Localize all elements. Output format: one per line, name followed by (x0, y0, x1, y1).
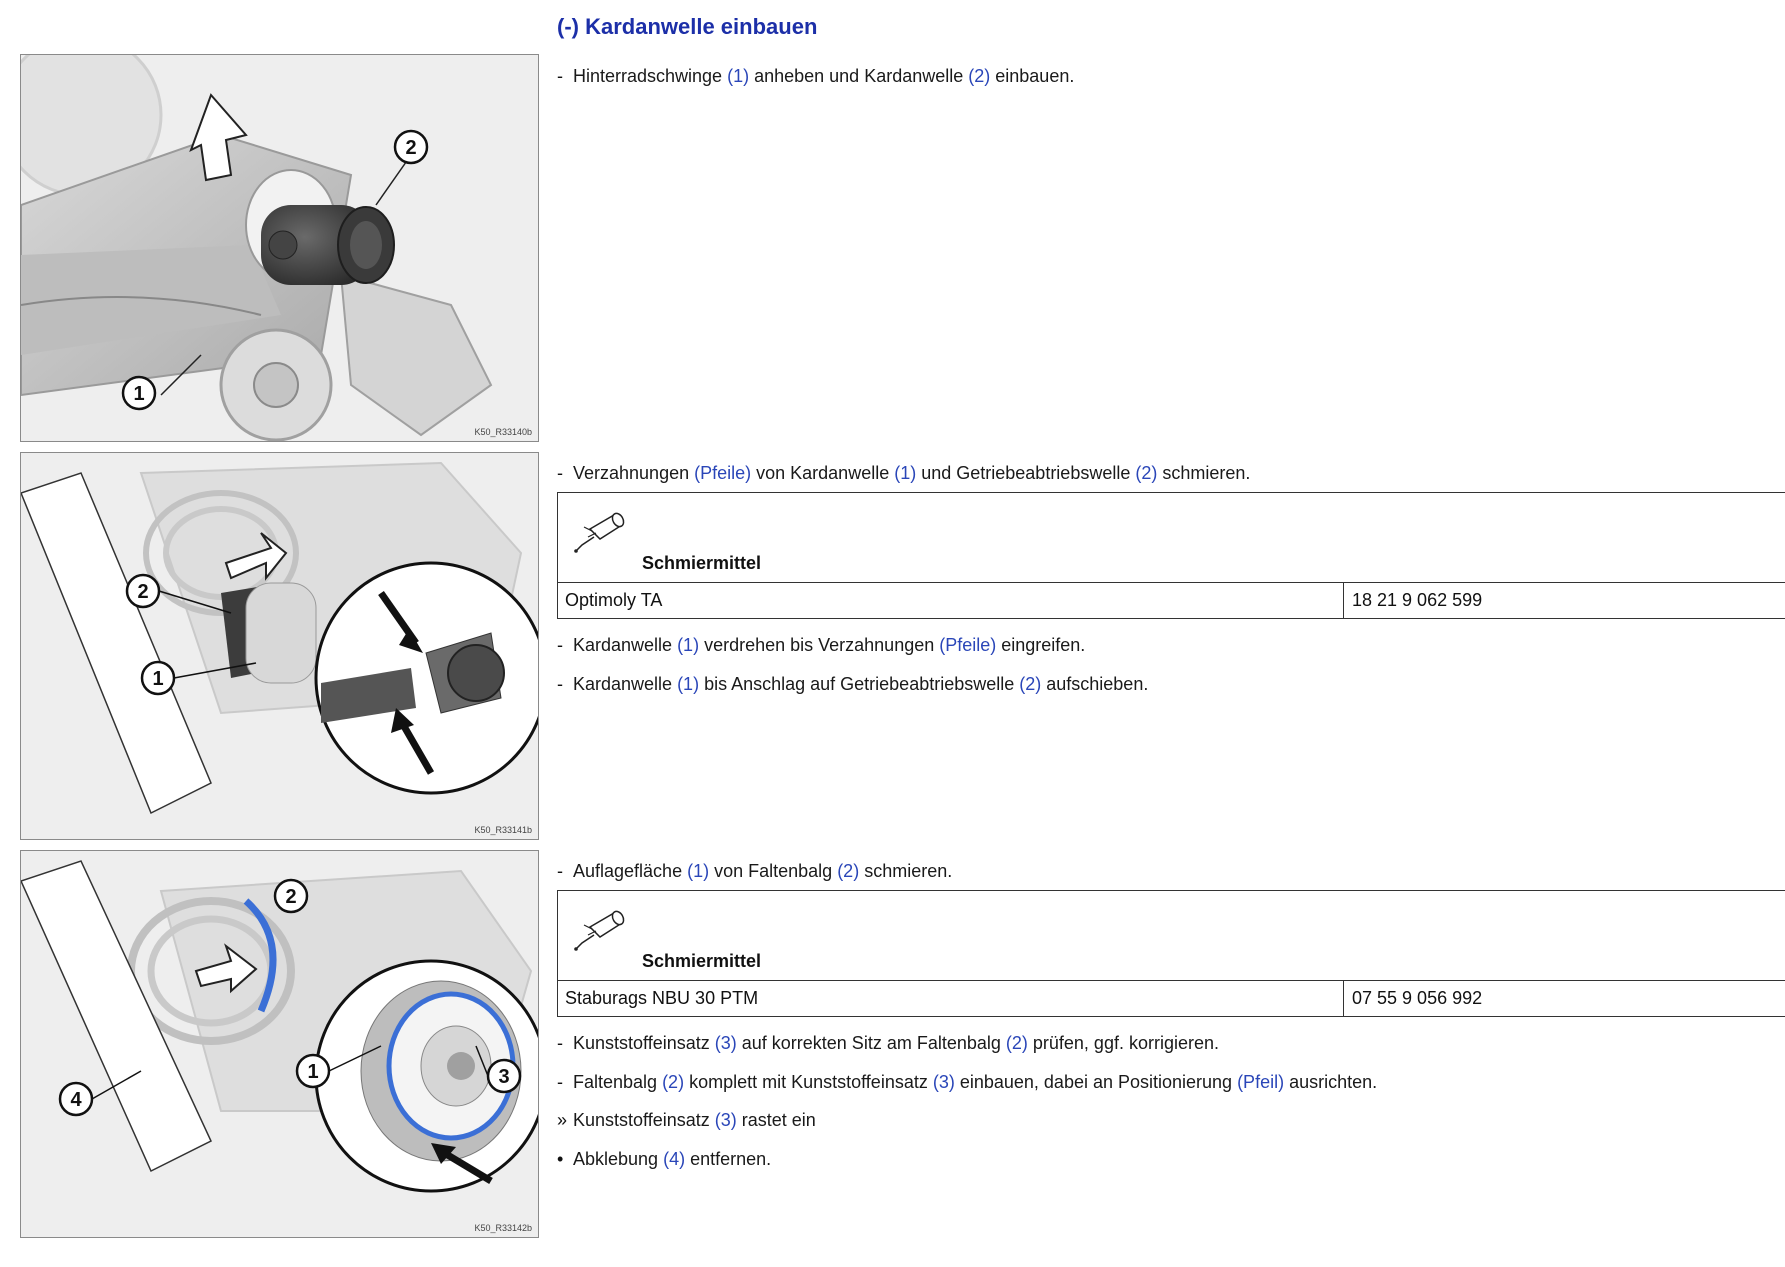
callout-2 (395, 131, 427, 163)
step-check-plastic-insert: - Kunststoffeinsatz (3) auf korrekten Sitz am Faltenbalg (2) prüfen, ggf. korrigieren. (557, 1033, 1219, 1053)
lubricant-table-2 (557, 890, 1785, 1017)
callout-3 (488, 1060, 520, 1092)
callout-1 (297, 1055, 329, 1087)
svg-text:2: 2 (285, 886, 297, 908)
figure-code: K50_R33142b (474, 1223, 532, 1233)
figure-bellows (20, 850, 539, 1238)
figure-swingarm (20, 54, 539, 442)
lubricant-label: Schmiermittel (642, 553, 762, 573)
svg-text:1: 1 (152, 668, 164, 690)
step-lubricate-splines: - Verzahnungen (Pfeile) von Kardanwelle (1) und Getriebeabtriebswelle (2) schmieren. (557, 463, 1251, 483)
svg-text:1: 1 (133, 383, 145, 405)
lubricant-part-number: 07 55 9 056 992 (1352, 988, 1483, 1008)
callout-2 (127, 575, 159, 607)
svg-text:3: 3 (498, 1066, 510, 1088)
step-remove-tape: • Abklebung (4) entfernen. (557, 1149, 772, 1169)
step-install-bellows: - Faltenbalg (2) komplett mit Kunststoffeinsatz (3) einbauen, dabei an Positionierung (Pfeil) ausrichten. (557, 1072, 1378, 1092)
lubricant-name: Staburags NBU 30 PTM (558, 981, 1344, 1016)
callout-2 (275, 880, 307, 912)
lubricant-part-number: 18 21 9 062 599 (1352, 590, 1483, 610)
svg-text:2: 2 (137, 581, 149, 603)
step-rotate-driveshaft: - Kardanwelle (1) verdrehen bis Verzahnungen (Pfeile) eingreifen. (557, 635, 1086, 655)
step-lubricate-contact-surface: - Auflagefläche (1) von Faltenbalg (2) schmieren. (557, 861, 953, 881)
callout-1 (123, 377, 155, 409)
callout-1 (142, 662, 174, 694)
lubricant-row (558, 981, 1785, 1016)
svg-text:2: 2 (405, 137, 417, 159)
step-push-driveshaft: - Kardanwelle (1) bis Anschlag auf Getriebeabtriebswelle (2) aufschieben. (557, 674, 1149, 694)
svg-text:1: 1 (307, 1061, 319, 1083)
figure-code: K50_R33141b (474, 825, 532, 835)
swingarm-illustration (21, 55, 539, 442)
page-title: (-) Kardanwelle einbauen (557, 14, 818, 39)
figure-code: K50_R33140b (474, 427, 532, 437)
step-lift-swingarm: - Hinterradschwinge (1) anheben und Kardanwelle (2) einbauen. (557, 66, 1075, 86)
lubricant-table-1 (557, 492, 1785, 619)
svg-text:4: 4 (70, 1089, 82, 1111)
bellows-illustration (21, 851, 539, 1238)
grease-gun-icon (570, 905, 626, 951)
lubricant-name: Optimoly TA (558, 583, 1344, 618)
driveshaft-illustration (21, 453, 539, 840)
callout-4 (60, 1083, 92, 1115)
figure-driveshaft-splines (20, 452, 539, 840)
lubricant-label: Schmiermittel (642, 951, 762, 971)
step-insert-clicks: » Kunststoffeinsatz (3) rastet ein (557, 1110, 816, 1130)
lubricant-row (558, 583, 1785, 618)
grease-gun-icon (570, 507, 626, 553)
